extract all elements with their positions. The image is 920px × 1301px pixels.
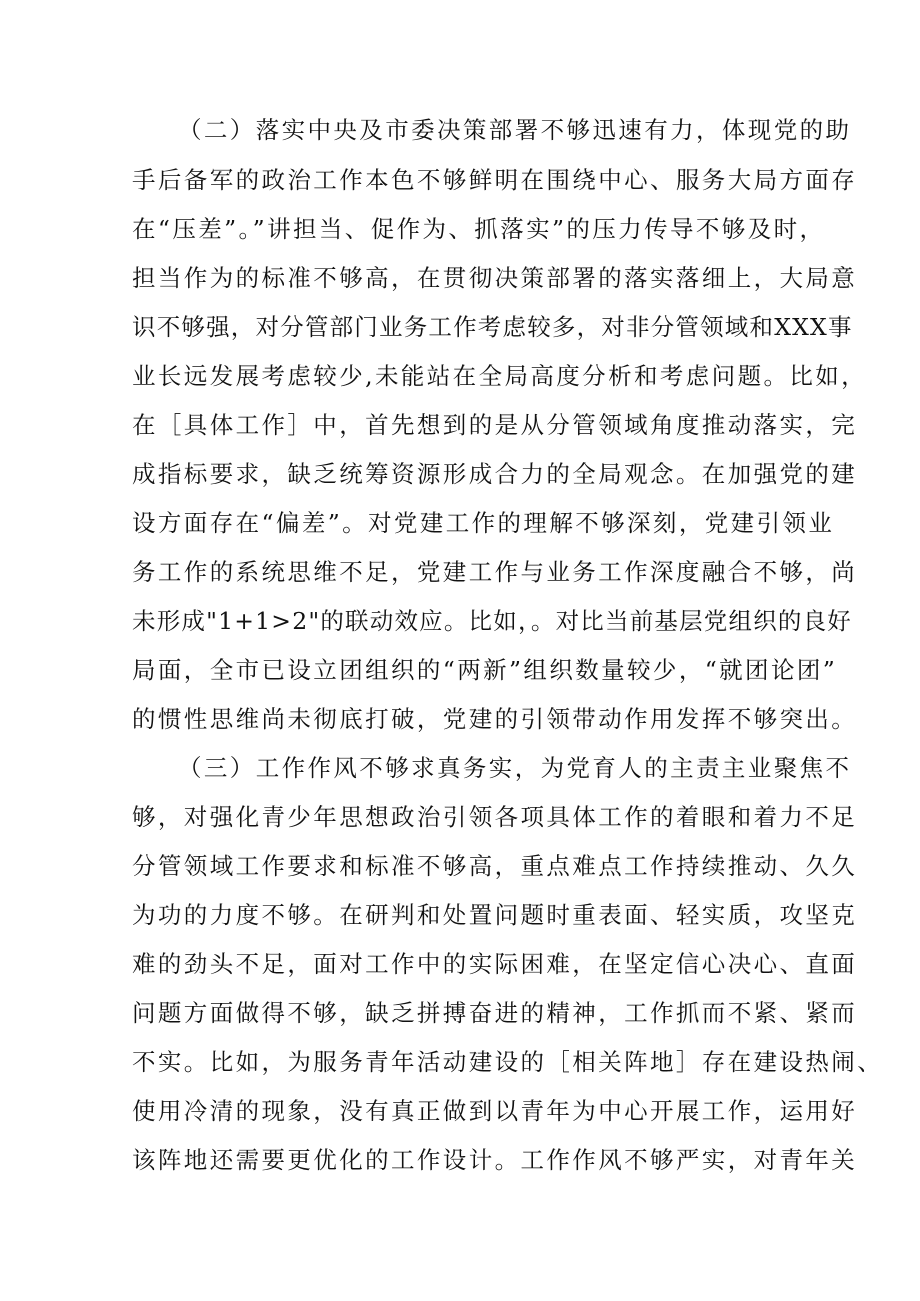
text-line: 难的劲头不足，面对工作中的实际困难，在坚定信心决心、直面 bbox=[132, 950, 858, 978]
text-line: （三）工作作风不够求真务实，为党育人的主责主业聚焦不 bbox=[178, 754, 852, 782]
text-line: 在［具体工作］中，首先想到的是从分管领域角度推动落实，完 bbox=[132, 411, 858, 439]
text-line: 局面，全市已设立团组织的“两新”组织数量较少，“就团论团” bbox=[132, 656, 838, 684]
text-line: 的惯性思维尚未彻底打破，党建的引领带动作用发挥不够突出。 bbox=[132, 705, 858, 733]
text-line: 不实。比如，为服务青年活动建设的［相关阵地］存在建设热闹、 bbox=[132, 1048, 884, 1076]
text-line: 分管领域工作要求和标准不够高，重点难点工作持续推动、久久 bbox=[132, 852, 858, 880]
text-line: 识不够强，对分管部门业务工作考虑较多，对非分管领域和XXX事 bbox=[132, 313, 853, 341]
text-line: 问题方面做得不够，缺乏拼搏奋进的精神，工作抓而不紧、紧而 bbox=[132, 999, 858, 1027]
text-line: 成指标要求，缺乏统筹资源形成合力的全局观念。在加强党的建 bbox=[132, 460, 858, 488]
text-line: 手后备军的政治工作本色不够鲜明在围绕中心、服务大局方面存 bbox=[132, 166, 858, 194]
text-line: （二）落实中央及市委决策部署不够迅速有力，体现党的助 bbox=[178, 116, 852, 144]
text-line: 务工作的系统思维不足，党建工作与业务工作深度融合不够，尚 bbox=[132, 558, 858, 586]
text-line: 未形成"1+1>2"的联动效应。比如，。对比当前基层党组织的良好 bbox=[132, 607, 853, 635]
text-line: 为功的力度不够。在研判和处置问题时重表面、轻实质，攻坚克 bbox=[132, 901, 858, 929]
text-line: 该阵地还需要更优化的工作设计。工作作风不够严实，对青年关 bbox=[132, 1146, 858, 1174]
text-line: 业长远发展考虑较少,未能站在全局高度分析和考虑问题。比如， bbox=[132, 362, 868, 390]
text-line: 使用冷清的现象，没有真正做到以青年为中心开展工作，运用好 bbox=[132, 1097, 858, 1125]
text-line: 在“压差”。”讲担当、促作为、抓落实”的压力传导不够及时， bbox=[132, 215, 826, 243]
text-line: 够，对强化青少年思想政治引领各项具体工作的着眼和着力不足 bbox=[132, 803, 858, 831]
text-line: 设方面存在“偏差”。对党建工作的理解不够深刻，党建引领业 bbox=[132, 509, 835, 537]
text-line: 担当作为的标准不够高，在贯彻决策部署的落实落细上，大局意 bbox=[132, 264, 858, 292]
